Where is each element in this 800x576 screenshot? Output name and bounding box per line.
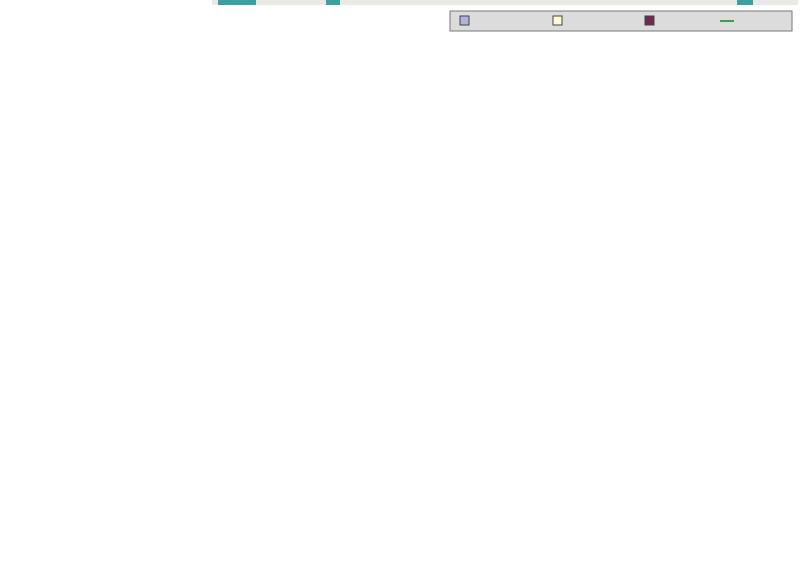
small-spec-swatch-icon	[553, 16, 562, 25]
legend-box	[450, 11, 792, 31]
large-spec-swatch-icon	[460, 16, 469, 25]
window-edge-fragments	[212, 0, 798, 5]
commercial-swatch-icon	[645, 16, 654, 25]
legend	[450, 11, 792, 31]
